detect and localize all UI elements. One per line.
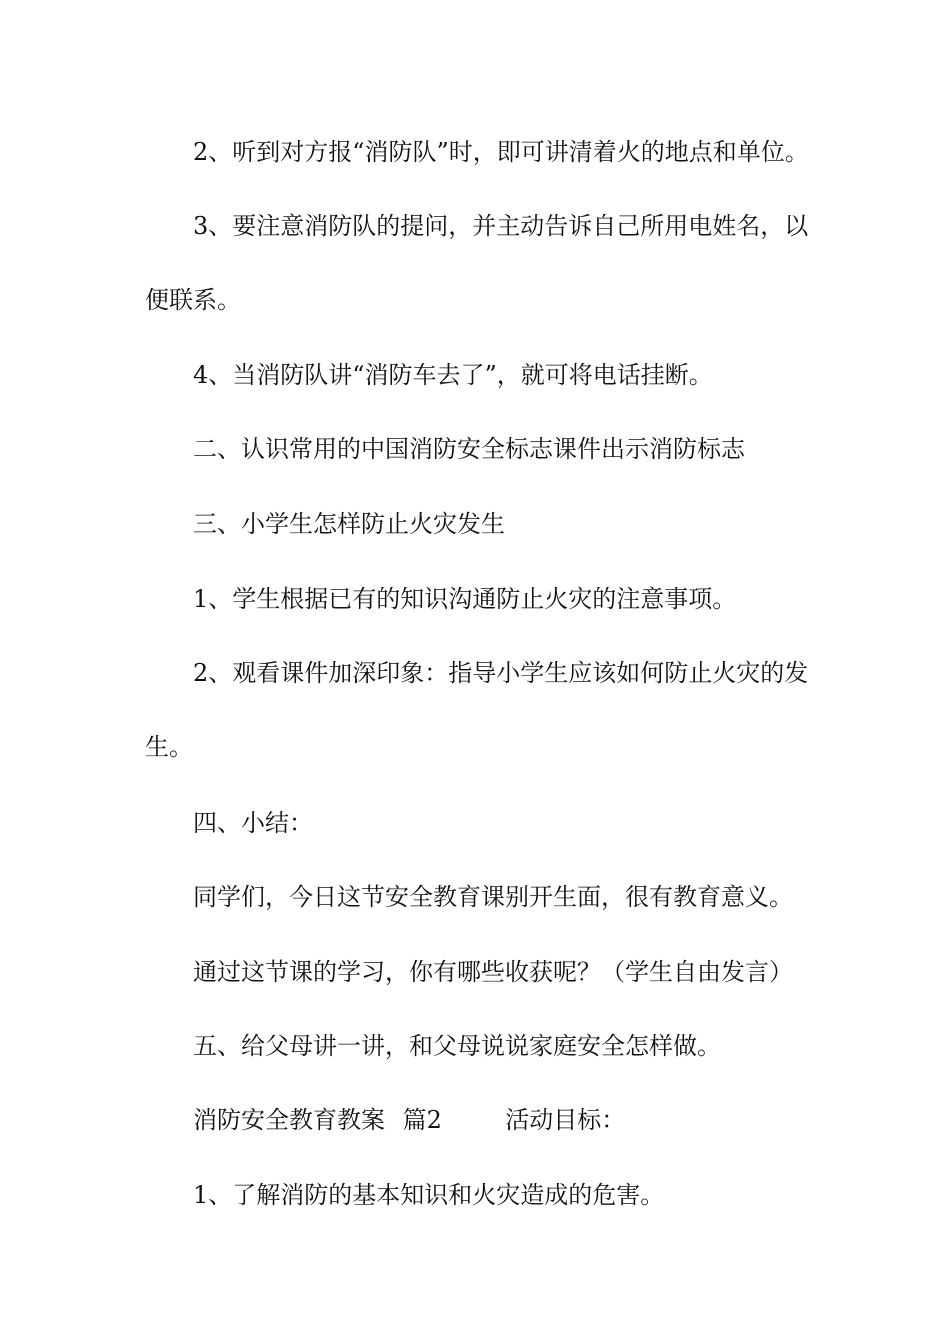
paragraph-line: 生。 bbox=[145, 733, 193, 761]
paragraph-line: 4、当消防队讲“消防车去了”，就可将电话挂断。 bbox=[193, 361, 713, 389]
section-heading: 五、给父母讲一讲，和父母说说家庭安全怎样做。 bbox=[193, 1032, 721, 1060]
paragraph-line: 同学们，今日这节安全教育课别开生面，很有教育意义。 bbox=[193, 883, 793, 911]
lesson-plan-heading bbox=[193, 1105, 893, 1135]
paragraph-line: 便联系。 bbox=[145, 286, 241, 314]
paragraph-line: 通过这节课的学习，你有哪些收获呢？（学生自由发言） bbox=[193, 958, 793, 986]
section-heading: 四、小结： bbox=[193, 809, 313, 837]
paragraph-line: 1、了解消防的基本知识和火灾造成的危害。 bbox=[193, 1181, 665, 1209]
paragraph-line: 2、听到对方报“消防队”时，即可讲清着火的地点和单位。 bbox=[193, 138, 809, 166]
activity-goals-label: 活动目标： bbox=[505, 1106, 626, 1134]
section-heading: 二、认识常用的中国消防安全标志课件出示消防标志 bbox=[193, 435, 745, 463]
paragraph-line: 2、观看课件加深印象：指导小学生应该如何防止火灾的发 bbox=[193, 659, 809, 687]
lesson-plan-title: 消防安全教育教案 bbox=[193, 1106, 385, 1134]
lesson-plan-part: 篇2 bbox=[402, 1106, 442, 1134]
section-heading: 三、小学生怎样防止火灾发生 bbox=[193, 510, 505, 538]
paragraph-line: 1、学生根据已有的知识沟通防止火灾的注意事项。 bbox=[193, 585, 737, 613]
paragraph-line: 3、要注意消防队的提问，并主动告诉自己所用电姓名，以 bbox=[193, 212, 809, 240]
